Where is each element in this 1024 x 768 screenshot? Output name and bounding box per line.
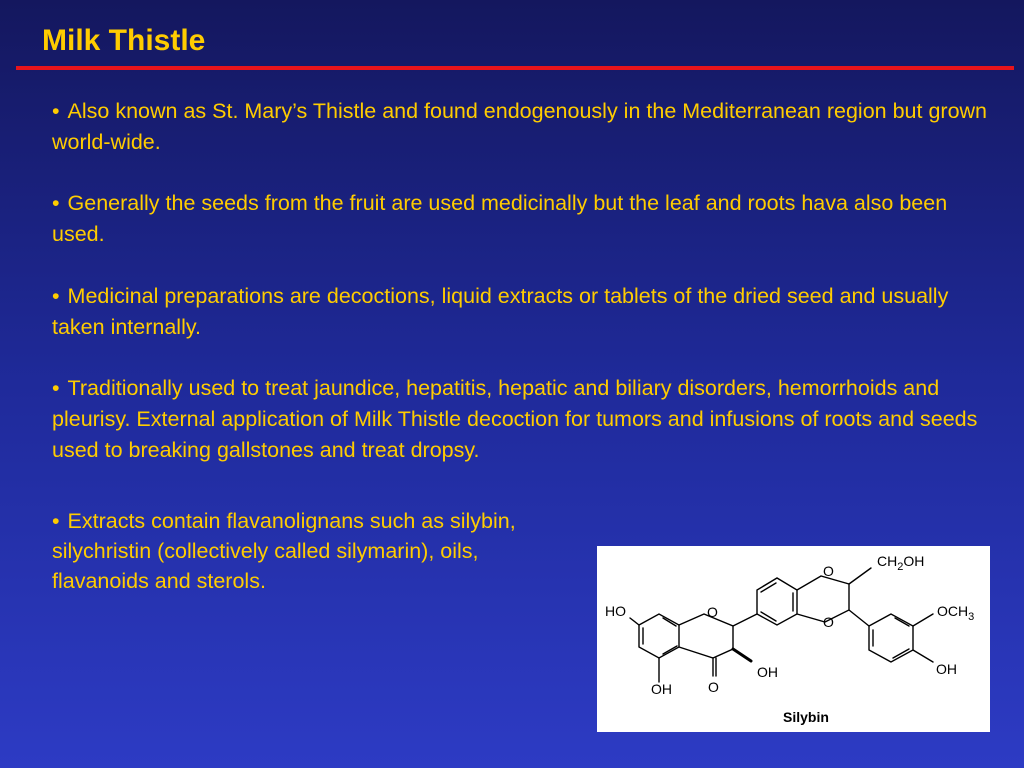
- bullet-item-5: [52, 506, 572, 596]
- bullet-item-2: [52, 188, 992, 250]
- slide-title: Milk Thistle: [42, 24, 206, 57]
- ring-b: [757, 578, 797, 625]
- bullet-item-4: [52, 373, 1002, 466]
- label-ch2oh-sub: 2: [897, 561, 904, 573]
- atom-labels: [605, 553, 974, 697]
- ring-d-substituents: [913, 614, 933, 662]
- label-ch2oh-ch: CH: [877, 553, 898, 569]
- bullet-text-3: Medicinal preparations are decoctions, liquid extracts or tablets of the dried seed and usually taken internally.: [52, 284, 949, 339]
- wedge-bond-oh: [733, 649, 751, 661]
- title-divider: [16, 66, 1014, 70]
- figure-caption: Silybin: [783, 709, 829, 725]
- ring-b-double-bonds: [761, 583, 793, 621]
- label-ring-o-top: O: [823, 563, 834, 579]
- label-ring-o-left: O: [707, 604, 718, 620]
- bullet-dot: •: [52, 376, 60, 400]
- bullet-dot: •: [52, 284, 60, 308]
- bullet-text-1: Also known as St. Mary’s Thistle and found endogenously in the Mediterranean region but grown world-wide.: [52, 99, 988, 154]
- label-oh-bottom: OH: [651, 681, 672, 697]
- label-oh-middle: OH: [757, 664, 778, 680]
- label-och3-sub: 3: [968, 611, 975, 623]
- label-oh-right: OH: [936, 661, 957, 677]
- bullet-dot: •: [52, 99, 60, 123]
- bullet-item-1: [52, 96, 992, 158]
- ring-a: [639, 614, 679, 658]
- bullet-text-5: Extracts contain flavanolignans such as silybin, silychristin (collectively called silymarin), oils, flavanoids and sterols.: [52, 509, 516, 593]
- label-och3: [937, 603, 974, 623]
- label-och3-och: OCH: [937, 603, 969, 619]
- ring-d-double-bonds: [873, 618, 909, 658]
- ring-d: [869, 614, 913, 662]
- label-carbonyl-o: O: [708, 679, 719, 695]
- label-ch2oh-oh: OH: [903, 553, 925, 569]
- ch2oh-bond: [849, 568, 871, 584]
- bullet-item-3: [52, 281, 992, 343]
- ring-a-double-bonds: [643, 618, 677, 654]
- link-bond: [733, 614, 757, 626]
- bullet-text-4: Traditionally used to treat jaundice, hepatitis, hepatic and biliary disorders, hemorrhoids and pleurisy. External application of Milk Thistle decoction for tumors and infusions of roots and seeds used to breaking gallstones and treat dropsy.: [52, 376, 978, 462]
- link-bond-2: [849, 610, 869, 626]
- molecule-bonds: [630, 568, 933, 682]
- ring-c: [679, 614, 733, 658]
- bullet-dot: •: [52, 509, 60, 533]
- bullet-dot: •: [52, 191, 60, 215]
- label-ring-o-bottom: O: [823, 614, 834, 630]
- label-ho: HO: [605, 603, 626, 619]
- bullet-text-2: Generally the seeds from the fruit are used medicinally but the leaf and roots hava also been used.: [52, 191, 948, 246]
- silybin-structure-diagram: [597, 546, 990, 732]
- silybin-structure-figure: [597, 546, 990, 732]
- label-ch2oh: [877, 553, 924, 573]
